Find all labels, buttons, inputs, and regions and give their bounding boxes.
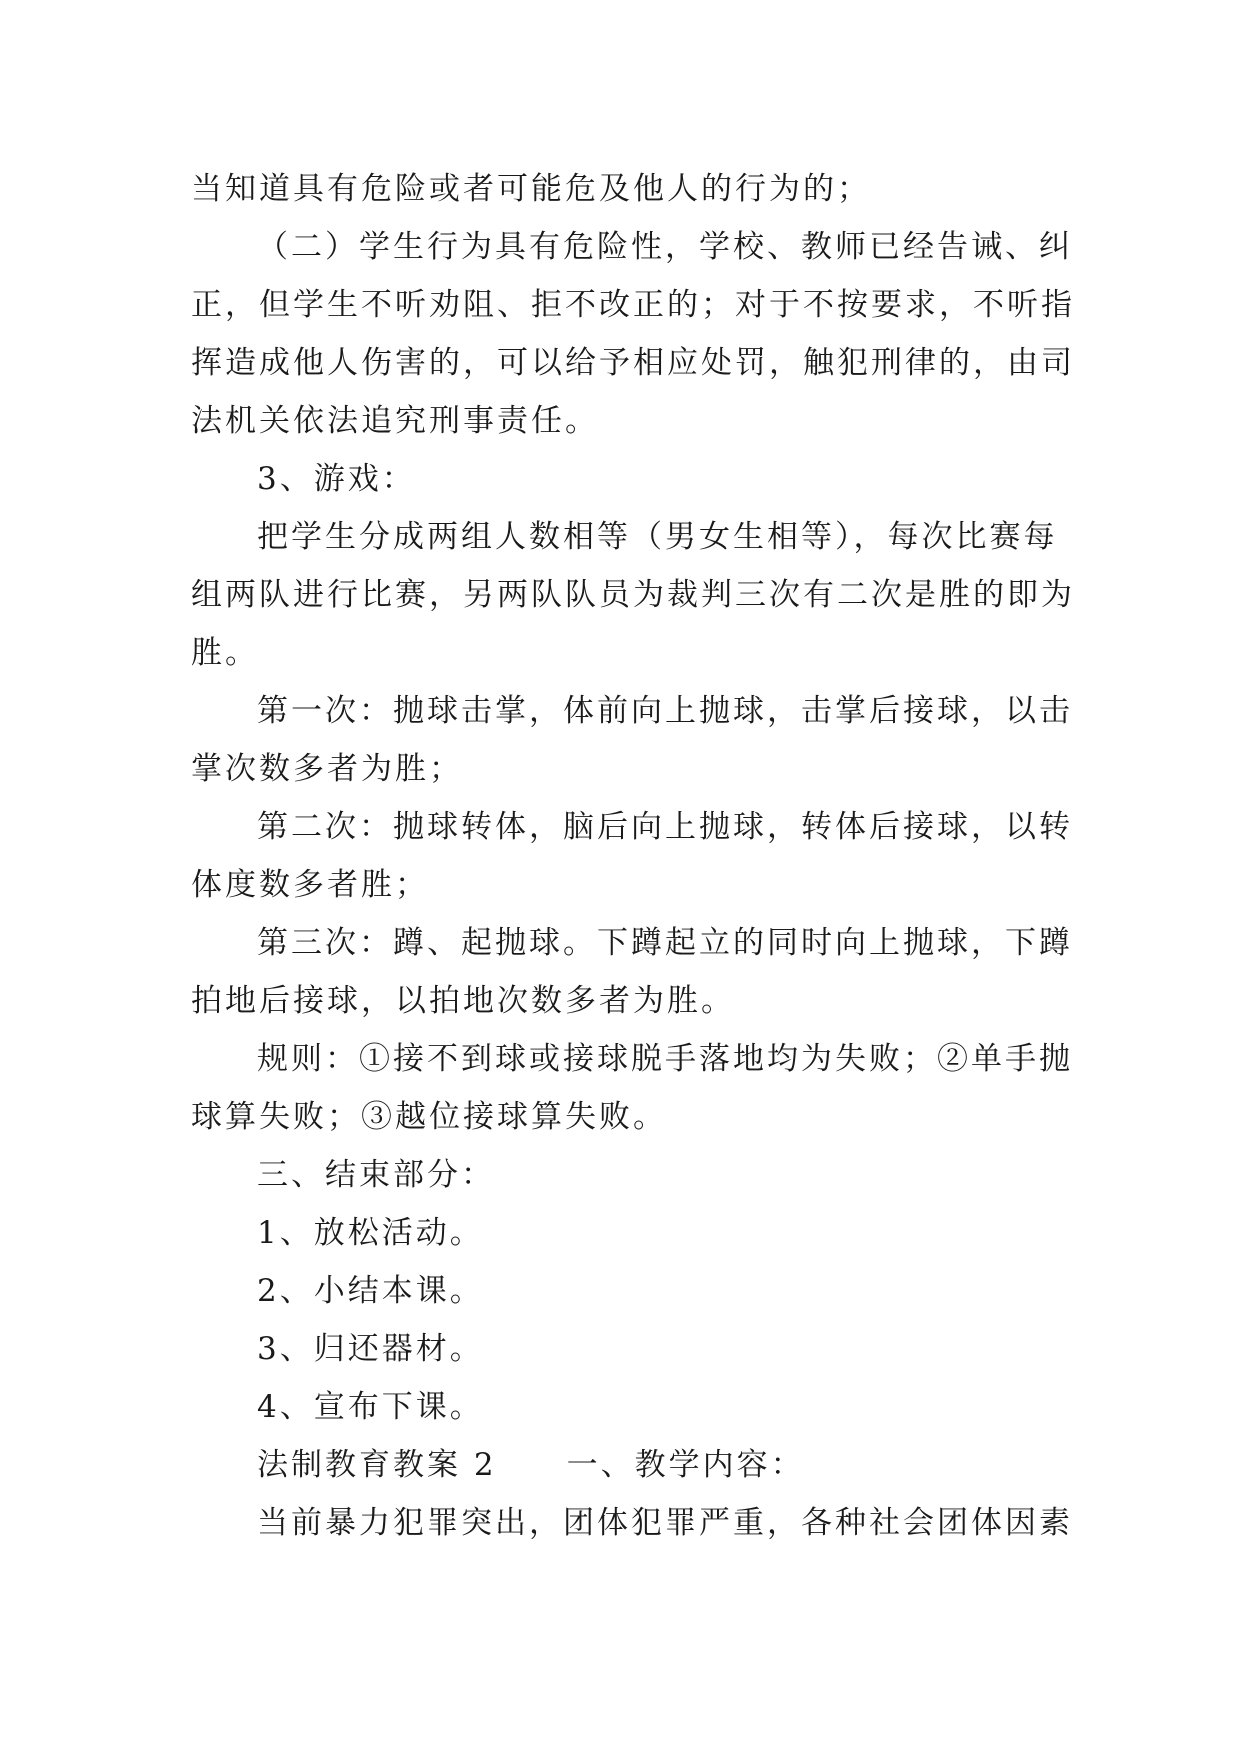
lesson-title-line [191,1436,1051,1494]
paragraph-line: 拍地后接球，以拍地次数多者为胜。 [191,983,735,1019]
lesson-title: 法制教育教案 2 [257,1447,497,1483]
paragraph-line: 法机关依法追究刑事责任。 [191,403,599,439]
list-item: 4、宣布下课。 [257,1389,484,1425]
list-item: 3、归还器材。 [257,1331,484,1367]
paragraph-line: 球算失败；③越位接球算失败。 [191,1099,667,1135]
paragraph-line: 第二次：抛球转体，脑后向上抛球，转体后接球，以转 [257,809,1073,845]
section-heading: 三、结束部分： [257,1157,495,1193]
list-item: 2、小结本课。 [257,1273,484,1309]
paragraph-line: 规则：①接不到球或接球脱手落地均为失败；②单手抛 [257,1041,1073,1077]
paragraph-line: 组两队进行比赛，另两队队员为裁判三次有二次是胜的即为 [191,577,1075,613]
paragraph-line: 正，但学生不听劝阻、拒不改正的；对于不按要求，不听指 [191,287,1075,323]
paragraph-line: 当知道具有危险或者可能危及他人的行为的； [191,171,871,207]
list-item: 1、放松活动。 [257,1215,484,1251]
paragraph-line: 掌次数多者为胜； [191,751,463,787]
paragraph-line: 挥造成他人伤害的，可以给予相应处罚，触犯刑律的，由司 [191,345,1075,381]
paragraph-line: 当前暴力犯罪突出，团体犯罪严重，各种社会团体因素 [257,1505,1073,1541]
document-body [191,160,1075,1552]
paragraph-line: 胜。 [191,635,259,671]
paragraph-line: 第三次：蹲、起抛球。下蹲起立的同时向上抛球，下蹲 [257,925,1073,961]
paragraph-line: （二）学生行为具有危险性，学校、教师已经告诫、纠 [257,229,1073,265]
section-heading: 3、游戏： [257,461,416,497]
section-heading: 一、教学内容： [566,1447,805,1483]
paragraph-line: 第一次：抛球击掌，体前向上抛球，击掌后接球，以击 [257,693,1073,729]
paragraph-line: 把学生分成两组人数相等（男女生相等），每次比赛每 [257,519,1058,555]
paragraph-line: 体度数多者胜； [191,867,429,903]
